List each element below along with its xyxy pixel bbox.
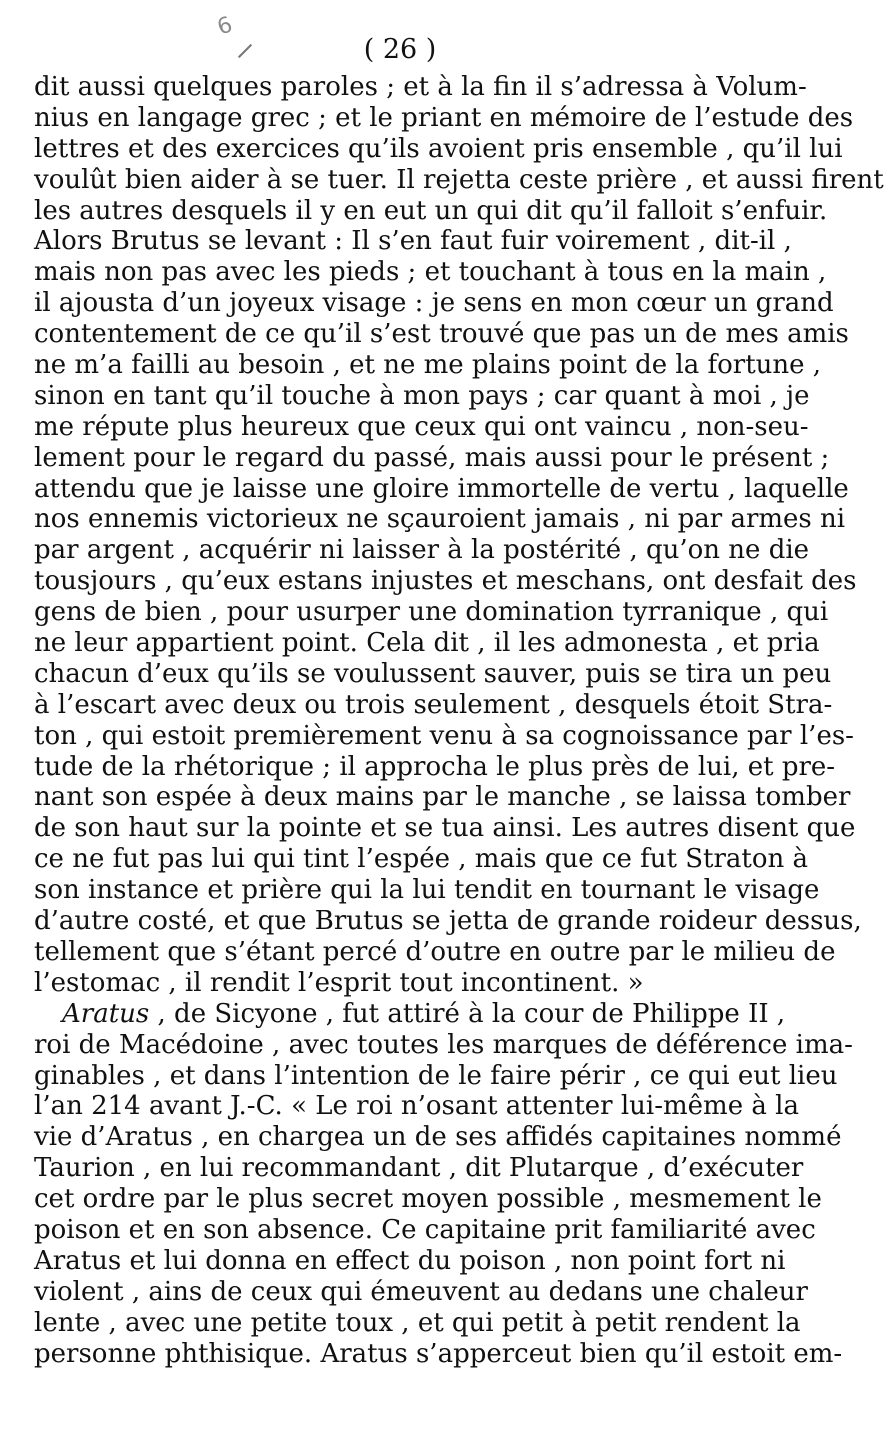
text-line: nant son espée à deux mains par le manche , se laissa tomber (34, 782, 851, 813)
text-line: de son haut sur la pointe et se tua ainsi. Les autres disent que (34, 813, 856, 844)
text-line: ton , qui estoit premièrement venu à sa cognoissance par l’es- (34, 720, 854, 751)
text-line: lement pour le regard du passé, mais aussi pour le présent ; (34, 442, 830, 473)
text-line: il ajousta d’un joyeux visage : je sens en mon cœur un grand (34, 288, 834, 319)
text-line: sinon en tant qu’il touche à mon pays ; car quant à moi , je (34, 380, 810, 411)
text-line: vie d’Aratus , en chargea un de ses affidés capitaines nommé (34, 1122, 842, 1153)
text-line: Alors Brutus se levant : Il s’en faut fuir voirement , dit-il , (34, 226, 792, 257)
text-line: chacun d’eux qu’ils se voulussent sauver, puis se tira un peu (34, 658, 832, 689)
text-line: attendu que je laisse une gloire immortelle de vertu , laquelle (34, 473, 849, 504)
text-line: tellement que s’étant percé d’outre en outre par le milieu de (34, 936, 836, 967)
text-line: gens de bien , pour usurper une domination tyrranique , qui (34, 597, 829, 628)
text-line: ginables , et dans l’intention de le faire périr , ce qui eut lieu (34, 1060, 838, 1091)
text-line: contentement de ce qu’il s’est trouvé que pas un de mes amis (34, 319, 849, 350)
text-line: dit aussi quelques paroles ; et à la fin il s’adressa à Volum- (34, 72, 807, 102)
text-line: roi de Macédoine , avec toutes les marques de déférence ima- (34, 1029, 853, 1060)
text-line: l’an 214 avant J.-C. « Le roi n’osant attenter lui-même à la (34, 1091, 799, 1122)
text-line: l’estomac , il rendit l’esprit tout incontinent. » (34, 967, 644, 998)
lead-name: Aratus (62, 998, 150, 1029)
text-line: Aratus et lui donna en effect du poison , non point fort ni (34, 1245, 786, 1276)
text-line: me répute plus heureux que ceux qui ont vaincu , non-seu- (34, 411, 809, 442)
first-line-rest: , de Sicyone , fut attiré à la cour de Philippe II , (149, 998, 786, 1029)
margin-pencil-mark: 6 (214, 12, 236, 41)
text-line: ce ne fut pas lui qui tint l’espée , mais que ce fut Straton à (34, 844, 809, 875)
text-line: lettres et des exercices qu’ils avoient pris ensemble , qu’il lui (34, 133, 843, 164)
text-line: poison et en son absence. Ce capitaine prit familiarité avec (34, 1214, 816, 1245)
text-line: nos ennemis victorieux ne sçauroient jamais , ni par armes ni (34, 504, 846, 535)
text-line: lente , avec une petite toux , et qui petit à petit rendent la (34, 1307, 801, 1338)
text-line: tousjours , qu’eux estans injustes et meschans, ont desfait des (34, 566, 857, 597)
text-line: par argent , acquérir ni laisser à la postérité , qu’on ne die (34, 535, 810, 566)
text-line: à l’escart avec deux ou trois seulement , desquels étoit Stra- (34, 689, 833, 720)
text-line: voulût bien aider à se tuer. Il rejetta ceste prière , et aussi firent (34, 164, 884, 195)
text-line: d’autre costé, et que Brutus se jetta de grande roideur dessus, (34, 906, 862, 937)
text-line: cet ordre par le plus secret moyen possible , mesmement le (34, 1184, 822, 1215)
text-line: son instance et prière qui la lui tendit en tournant le visage (34, 875, 820, 906)
body-text (34, 72, 884, 1369)
text-line: personne phthisique. Aratus s’apperceut bien qu’il estoit em- (34, 1338, 843, 1369)
text-line: mais non pas avec les pieds ; et touchant à tous en la main , (34, 257, 827, 288)
text-line: ne leur appartient point. Cela dit , il les admonesta , et pria (34, 628, 820, 659)
text-line (34, 998, 786, 1030)
paragraph-brutus (34, 72, 884, 999)
text-line: tude de la rhétorique ; il approcha le plus près de lui, et pre- (34, 751, 836, 782)
paragraph-aratus (34, 998, 853, 1370)
text-line: les autres desquels il y en eut un qui dit qu’il falloit s’enfuir. (34, 195, 828, 226)
text-line: ne m’a failli au besoin , et ne me plains point de la fortune , (34, 350, 822, 381)
text-line: nius en langage grec ; et le priant en mémoire de l’estude des (34, 102, 854, 133)
text-line: Taurion , en lui recommandant , dit Plutarque , d’exécuter (34, 1153, 804, 1184)
text-line: violent , ains de ceux qui émeuvent au dedans une chaleur (34, 1276, 808, 1307)
page-number: ( 26 ) (363, 34, 437, 65)
